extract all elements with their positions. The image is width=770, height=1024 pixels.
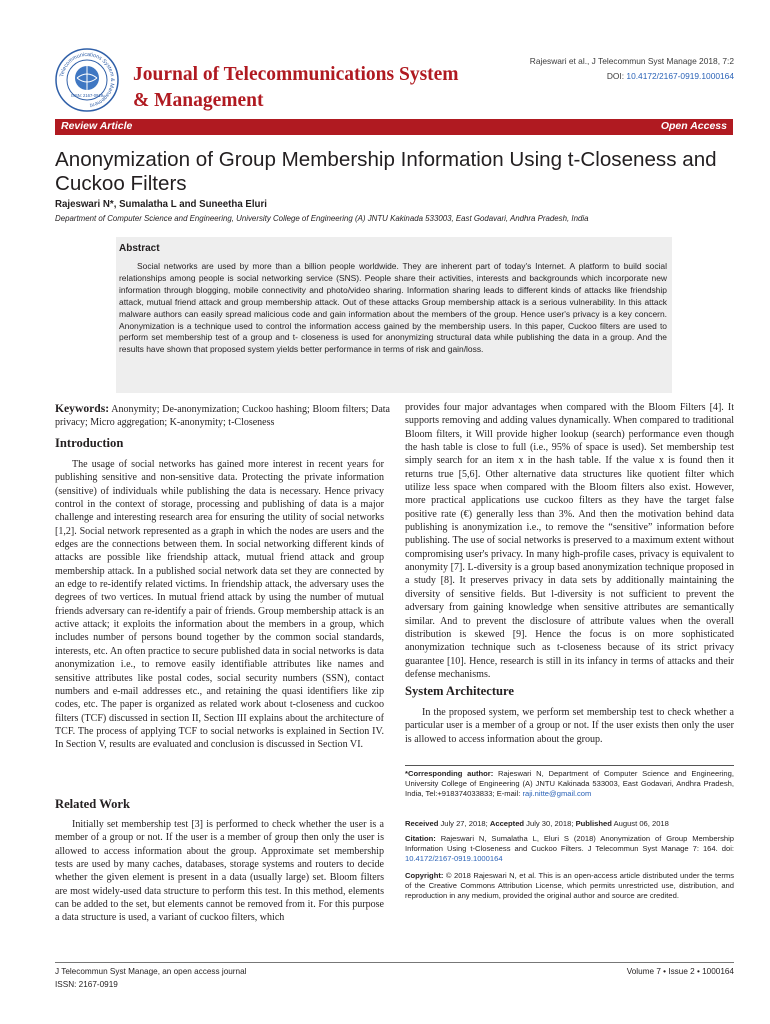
- doi-line: [607, 71, 734, 81]
- related-work-paragraph: Initially set membership test [3] is performed to check whether the user is a member of a group or not. If the user is a member of group then only the user is allowed to access information about the group. Approximate set membership tests are used by many caches, databases, storage systems and routers to decide whether the given element is present in a data (usually large) set. Bloom filters are most widely-used data structure to perform this test. In this method, elements can be added to the set, but elements cannot be removed from it. For this purpose a data structure is used, a variant of cuckoo filters, which: [55, 819, 384, 924]
- doi-label: DOI:: [606, 71, 627, 81]
- abstract-text: Social networks are used by more than a billion people worldwide. They are inherent part of today's Internet. A platform to build social relationships among people is social networking service (SNS). People share their activities, interests and backgrounds which incorporate new information through blogging, mobile connectivity and photo/video sharing. Information sharing leads to different kinds of attacks like friendship attack, mutual friend attack and group membership attack. Out of these attacks Group membership attack is a serious vulnerability. In this attack malware authors can easily spread malicious code and gain information about the members of the group. Hence user's privacy is a key concern. Anonymization is a technique used to control the information access gained by the membership users. In this paper, Cuckoo filters are used to perform set membership test of a group and t- closeness is used for anonymizing structural data while publishing the data in a group. And the results have shown that proposed system yields better performance in terms of risk and gain/loss.: [119, 261, 667, 355]
- system-architecture-body: [405, 706, 734, 746]
- logo-ring-text: Telecommunications System & Management: [59, 51, 116, 108]
- footer-volume: Volume 7 • Issue 2 • 1000164: [626, 967, 734, 976]
- footnote-divider: [405, 765, 734, 766]
- keywords: [55, 402, 390, 430]
- corresponding-author-note: [405, 769, 734, 799]
- email-link[interactable]: raji.nitte@gmail.com: [522, 789, 592, 799]
- journal-logo: [55, 48, 119, 112]
- received-date: July 27, 2018;: [438, 819, 490, 828]
- copyright-note: [405, 871, 734, 901]
- system-architecture-paragraph: In the proposed system, we perform set membership test to check whether a particular user is a member of a group or not. If the user exists then only the user is allowed to access information about the group.: [405, 707, 734, 745]
- keywords-label: Keywords:: [55, 402, 110, 415]
- doi-link[interactable]: 10.4172/2167-0919.1000164: [626, 71, 734, 81]
- introduction-heading: Introduction: [55, 436, 124, 450]
- introduction-paragraph: The usage of social networks has gained more interest in recent years for publishing sensitive and non-sensitive data. Protecting the private information (sensitive) of individuals while publishing the data is necessary. Hence privacy control in the context of storage, processing and publishing of data is a major challenge and interesting research area for ensuring the utility of social networks [1,2]. Social network represented as a graph in which the nodes are users and the edges are the connections between them. In social networking different kinds of attacks are possible like friendship attack, mutual friend attack and group membership attack. In a published social network data set they are connected by an edge to re-identify related victims. In friendship attack, the adversary uses the degrees of two vertices. In mutual friend attack by using the number of mutual friends adversary can re-identify a pair of friends. Group membership attack is an active attack; it exploits the information about the members in a group, which includes number of persons bound together by the common social standards, interests, etc. An often practice to secure published data in social networks is data anonymization i.e., to remove easily identifiable attributes like names and sensitive attributes like postal codes, social security numbers (SSN), contact numbers and e-mail addresses etc., and retaining the quasi identifiers like zip codes, etc. The paper is organized as related work about t-closeness and cuckoo filters (TCF) discussed in section II, Section III explains about the architecture of TCF. The process of applying TCF to social networks is explained in Section IV. In Section V, results are evaluated and conclusion is discussed in Section VI.: [55, 459, 384, 751]
- published-date: August 06, 2018: [611, 819, 669, 828]
- copyright-text: © 2018 Rajeswari N, et al. This is an open-access article distributed under the terms of the Creative Commons Attribution License, which permits unrestricted use, distribution, and reproduction in any medium, provided the original author and source are credited.: [405, 871, 734, 901]
- corresponding-label: *Corresponding author:: [405, 769, 494, 778]
- keywords-text: Anonymity; De-anonymization; Cuckoo hashing; Bloom filters; Data privacy; Micro aggregation; K-anonymity; t-Closeness: [55, 404, 390, 429]
- right-column-body: [405, 401, 734, 681]
- system-architecture-heading: System Architecture: [405, 684, 515, 698]
- abstract-heading: Abstract: [119, 243, 160, 254]
- paper-title: Anonymization of Group Membership Information Using t-Closeness and Cuckoo Filters: [55, 148, 717, 195]
- related-work-heading: Related Work: [55, 797, 130, 811]
- footer-issn: ISSN: 2167-0919: [55, 980, 118, 989]
- published-label: Published: [575, 819, 612, 828]
- introduction-body: [55, 458, 384, 752]
- logo-issn: ISSN: 2167-0919: [70, 93, 104, 98]
- article-type-label: Review Article: [61, 120, 133, 132]
- journal-title: Journal of Telecommunications System & Management: [133, 64, 459, 111]
- author-list: Rajeswari N*, Sumalatha L and Suneetha Eluri: [55, 199, 267, 210]
- continued-paragraph: provides four major advantages when compared with the Bloom Filters [4]. It supports removing and adding values dynamically. When compared to traditional Bloom filters, it Will provide higher lookup (search) performance even though the hash table is close to full (i.e., 95% of space is used). Set membership test simply search for an item x in the hash table. If the value x is found then it returns true [5,6]. Other alternative data structures like quotient filter which utilize less space when compared with the Bloom filters also exist. However, more practical applications use cuckoo filters as they have the target false positive rate (€) generally less than 3%. And then the motivation behind data publishing is anonymization i.e., to remove the “sensitive” information before publishing. The use of social networks is preserved to a maximum extent without compromising user's privacy. In many high-profile cases, privacy is equivalent to anonymity [7]. L-diversity is a group based anonymization technique proposed in a study [8]. It preserves privacy in data sets by additionally maintaining the diversity of sensitive fields. But l-diversity is not sufficient to prevent the adversary from gaining knowledge when sensitive attributes are semantically similar. And to prevent the disclosure of attribute values when the overall distribution is skewed [9]. Hence the focus is on more sophisticated anonymization technique such as t-closeness because of its strict privacy guarantee [10]. Hence, research is still in its infancy in terms of attacks and their defense mechanisms.: [405, 402, 734, 680]
- copyright-label: Copyright:: [405, 871, 444, 880]
- corresponding-text: Rajeswari N, Department of Computer Science and Engineering, University College of Engineering (A) JNTU Kakinada 533003, East Godavari, Andhra Pradesh, India, Tel:+918374033833; E-mail:: [405, 769, 734, 799]
- footer-divider: [55, 962, 734, 963]
- dates-note: [405, 819, 734, 829]
- citation-note: [405, 834, 734, 864]
- citation-doi-link[interactable]: 10.4172/2167-0919.1000164: [405, 854, 503, 864]
- accepted-label: Accepted: [489, 819, 525, 828]
- open-access-label: Open Access: [660, 120, 727, 132]
- related-work-body: [55, 818, 384, 925]
- article-banner: [55, 119, 733, 135]
- footer-journal: J Telecommun Syst Manage, an open access journal: [55, 967, 247, 976]
- citation-label: Citation:: [405, 834, 436, 843]
- accepted-date: July 30, 2018;: [524, 819, 576, 828]
- affiliation: Department of Computer Science and Engineering, University College of Engineering (A) JNTU Kakinada 533003, East Godavari, Andhra Pradesh, India: [55, 214, 589, 223]
- citation-text: Rajeswari N, Sumalatha L, Eluri S (2018) Anonymization of Group Membership Information Using t-Closeness and Cuckoo Filters. J Telecommun Syst Manage 7: 164. doi:: [405, 834, 734, 854]
- citation-line: Rajeswari et al., J Telecommun Syst Manage 2018, 7:2: [529, 56, 734, 66]
- received-label: Received: [405, 819, 439, 828]
